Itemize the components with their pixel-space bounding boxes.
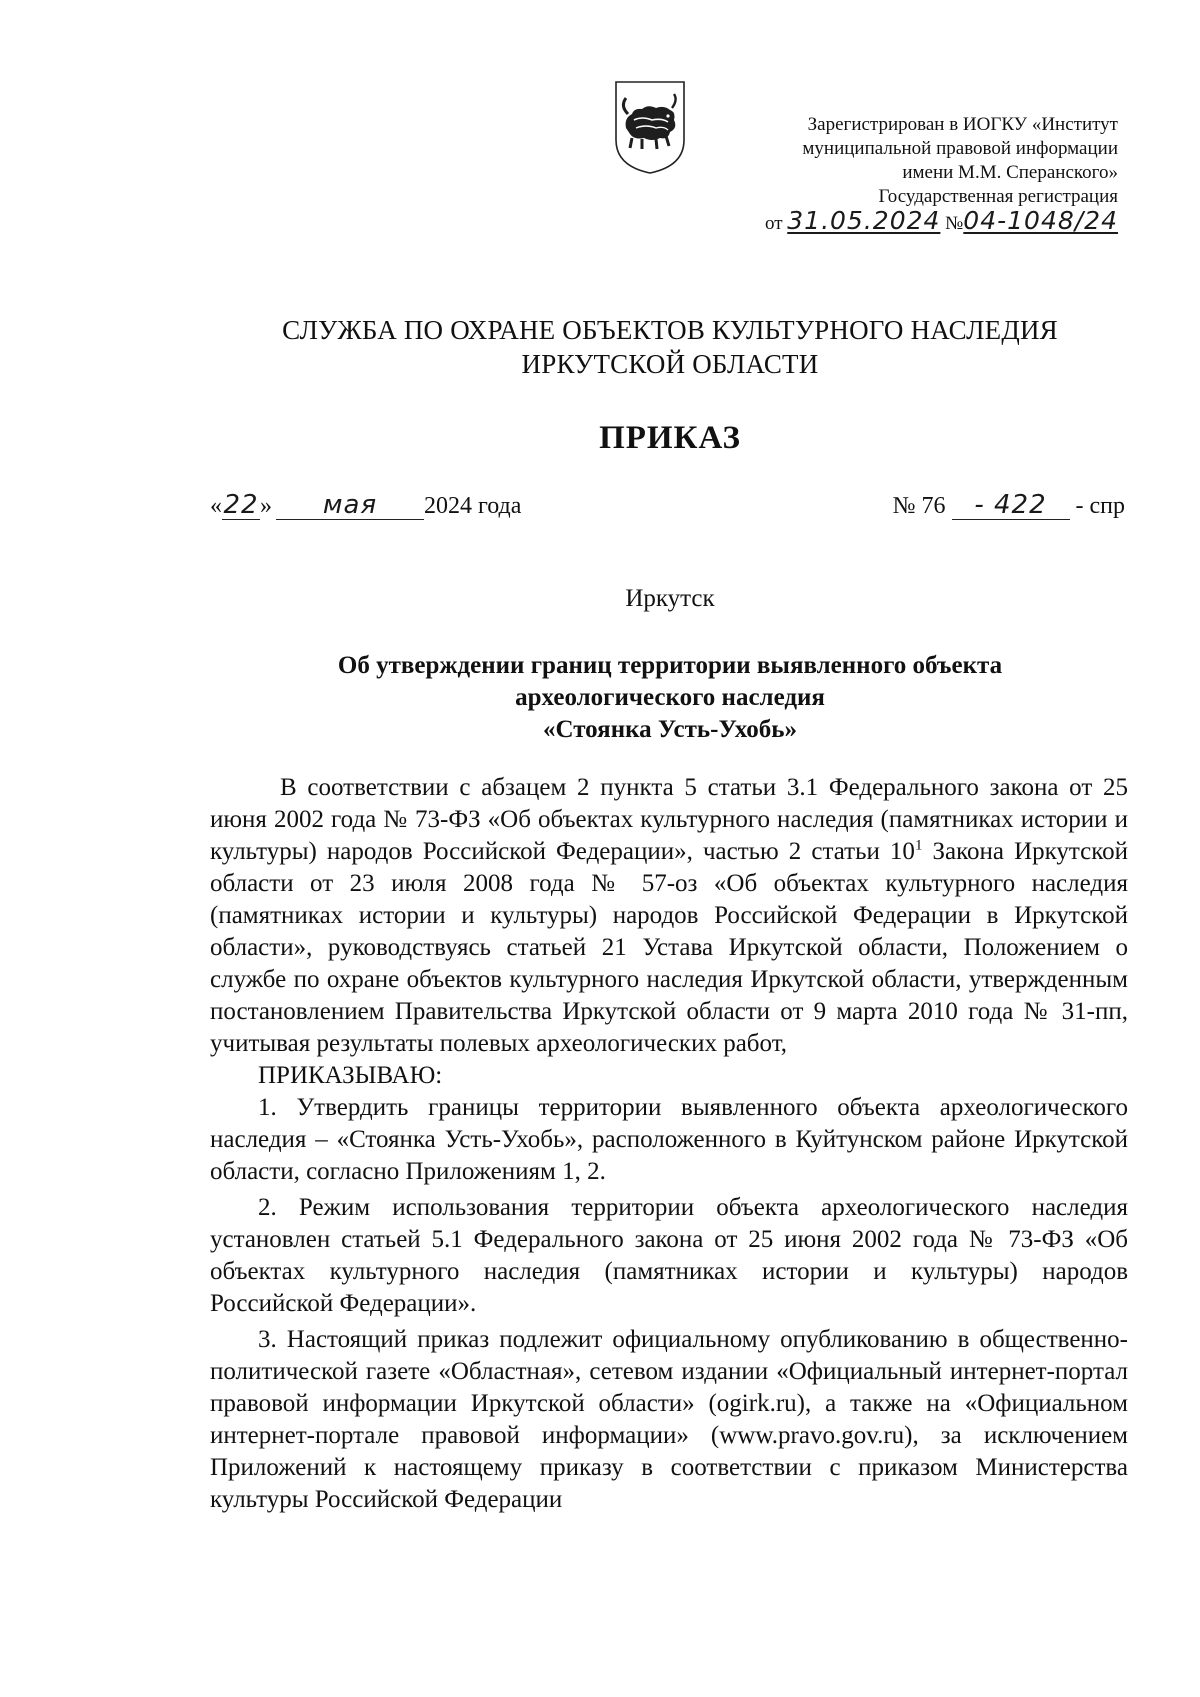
city: Иркутск [625, 585, 715, 612]
order-subject [200, 650, 1140, 746]
registration-number-label: № [945, 213, 964, 234]
preamble-superscript: 1 [914, 837, 923, 854]
order-month: мая [322, 490, 378, 520]
registration-date: 31.05.2024 [787, 206, 941, 235]
registration-line: Зарегистрирован в ИОГКУ «Институт [807, 114, 1118, 135]
order-number-suffix: - спр [1075, 493, 1125, 519]
order-date [210, 492, 521, 520]
registration-stamp [698, 113, 1118, 236]
order-body [210, 772, 1128, 1516]
order-number [893, 492, 1125, 520]
subject-line: Об утверждении границ территории выявленного объекта [337, 652, 1003, 679]
order-item-2: 2. Режим использования территории объекта археологического наследия установлен статьей 5.1 Федерального закона от 25 июня 2002 года № 73-ФЗ «Об объектах культурного наследия (памятниках истории и культуры) народов Российской Федерации». [210, 1194, 1128, 1317]
order-number-field [952, 492, 1070, 520]
quote-open: « [210, 493, 222, 519]
order-item-3: 3. Настоящий приказ подлежит официальному опубликованию в общественно-политической газете «Областная», сетевом издании «Официальный интернет-портал правовой информации Иркутской области» (ogirk.ru), а также на «Официальном интернет-портале правовой информации» (www.pravo.gov.ru), за исключением Приложений к настоящему приказу в соответствии с приказом Министерства культуры Российской Федерации [210, 1326, 1128, 1513]
document-title: ПРИКАЗ [599, 420, 741, 456]
registration-from-label: от [764, 213, 783, 234]
preamble-paragraph [210, 772, 1128, 1060]
registration-line: имени М.М. Сперанского» [902, 162, 1118, 183]
order-day: 22 [223, 490, 259, 520]
order-number-value: - 422 [974, 490, 1047, 520]
agency-name-line: СЛУЖБА ПО ОХРАНЕ ОБЪЕКТОВ КУЛЬТУРНОГО НАСЛЕДИЯ [282, 315, 1058, 345]
order-number-prefix: № 76 [892, 493, 946, 519]
registration-date-line [698, 206, 1118, 236]
irkutsk-coat-of-arms-icon [612, 78, 688, 176]
order-word: ПРИКАЗЫВАЮ: [258, 1062, 443, 1089]
agency-name-line: ИРКУТСКОЙ ОБЛАСТИ [521, 349, 819, 379]
order-month-field [276, 492, 424, 520]
subject-line: «Стоянка Усть-Ухобь» [542, 716, 798, 743]
order-day-field [222, 492, 260, 520]
order-date-number-line [210, 492, 1125, 526]
agency-name [200, 313, 1140, 381]
order-year: 2024 года [424, 493, 522, 519]
preamble-text: В соответствии с абзацем 2 пункта 5 статьи 3.1 Федерального закона от 25 июня 2002 года № 73-ФЗ «Об объектах культурного наследия (памятниках истории и культуры) народов Российской Федерации», частью 2 статьи 10 [210, 774, 1128, 865]
subject-line: археологического наследия [515, 684, 825, 711]
preamble-text: Закона Иркутской области от 23 июля 2008 года № 57-оз «Об объектах культурного наследия (памятниках истории и культуры) народов Российской Федерации в Иркутской области», руководствуясь статьей 21 Устава Иркутской области, Положением о службе по охране объектов культурного наследия Иркутской области, утвержденным постановлением Правительства Иркутской области от 9 марта 2010 года № 31-пп, учитывая результаты полевых археологических работ, [210, 838, 1128, 1057]
registration-number: 04-1048/24 [963, 206, 1118, 235]
registration-line: муниципальной правовой информации [802, 138, 1118, 159]
registration-line: Государственная регистрация [878, 186, 1118, 207]
quote-close: » [260, 493, 272, 519]
order-item-1: 1. Утвердить границы территории выявленного объекта археологического наследия – «Стоянка Усть-Ухобь», расположенного в Куйтунском районе Иркутской области, согласно Приложениям 1, 2. [210, 1094, 1128, 1185]
